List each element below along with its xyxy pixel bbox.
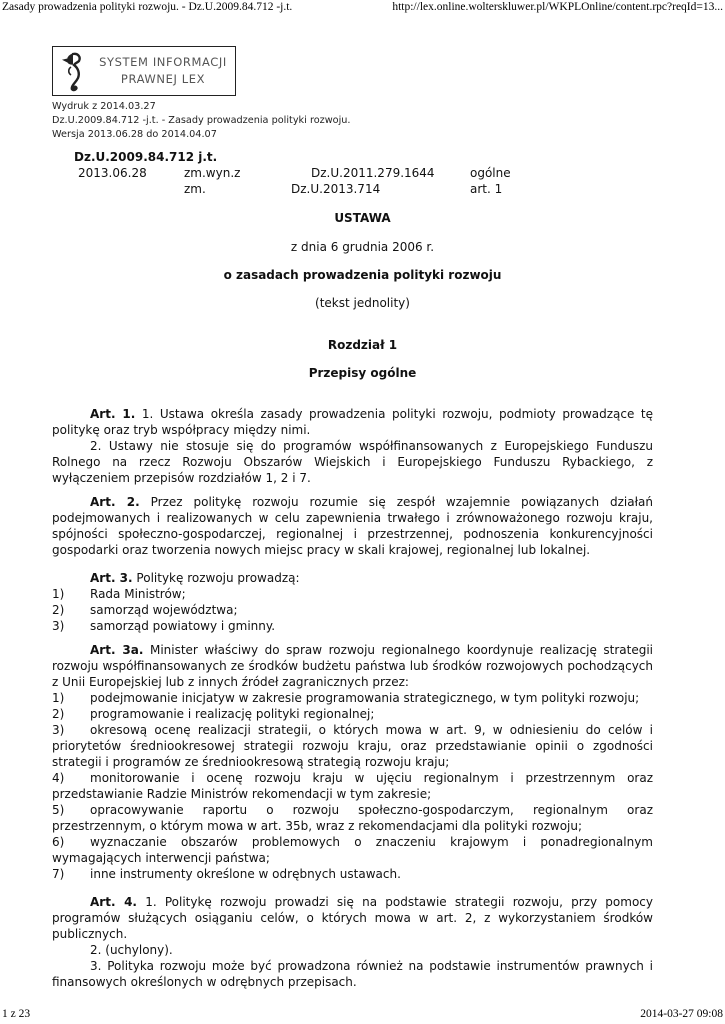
art3a-intro [52, 642, 653, 690]
lex-logo [52, 46, 236, 96]
print-footer [0, 1006, 725, 1024]
art4-p1-text: 1. Politykę rozwoju prowadzi się na podstawie strategii rozwoju, przy pomocy programów służących osiąganiu celów, o których mowa w art. 2, z wykorzystaniem środków publicznych. [52, 895, 653, 941]
list-item [52, 706, 653, 722]
print-timestamp: 2014-03-27 09:08 [640, 1008, 723, 1020]
doc-date: z dnia 6 grudnia 2006 r. [290, 240, 435, 254]
amend-type: zm.wyn.z [184, 166, 241, 180]
logo-line2: PRAWNEJ LEX [120, 72, 206, 86]
list-text: Rada Ministrów; [90, 587, 186, 601]
amend-scope: ogólne [470, 166, 511, 180]
art3a-label: Art. 3a. [90, 643, 144, 657]
amend-scope: art. 1 [470, 182, 503, 196]
art4-p3: 3. Polityka rozwoju może być prowadzona również na podstawie instrumentów prawnych i finansowych określonych w odrębnych przepisach. [52, 959, 653, 989]
chapter-title: Przepisy ogólne [308, 366, 417, 380]
list-item [52, 586, 653, 602]
art3-intro-text: Politykę rozwoju prowadzą: [136, 571, 300, 585]
amend-date: 2013.06.28 [78, 166, 147, 180]
print-header-title: Zasady prowadzenia polityki rozwoju. - Dz.U.2009.84.712 -j.t. [2, 1, 293, 13]
print-header-url[interactable]: http://lex.online.wolterskluwer.pl/WKPLOnline/content.rpc?reqId=13... [392, 1, 723, 13]
list-number: 1) [52, 691, 65, 705]
list-number: 6) [52, 835, 65, 849]
list-number: 3) [52, 619, 65, 633]
list-text: podejmowanie inicjatyw w zakresie programowania strategicznego, w tym polityki rozwoju; [90, 691, 640, 705]
page-number: 1 z 23 [2, 1008, 31, 1020]
art4-label: Art. 4. [90, 895, 137, 909]
list-item [52, 722, 653, 770]
doc-title: o zasadach prowadzenia polityki rozwoju [223, 268, 502, 282]
logo-text [93, 54, 233, 88]
list-item [52, 834, 653, 866]
doc-edition: (tekst jednolity) [315, 296, 410, 310]
art4-p2: 2. (uchylony). [90, 943, 173, 957]
list-item [52, 602, 653, 618]
art4-p1 [52, 894, 653, 942]
version-range: Wersja 2013.06.28 do 2014.04.07 [52, 129, 217, 140]
list-number: 2) [52, 603, 65, 617]
amend-ref[interactable]: Dz.U.2011.279.1644 [311, 166, 435, 180]
list-number: 7) [52, 867, 65, 881]
list-text: programowanie i realizację polityki regionalnej; [90, 707, 375, 721]
list-number: 2) [52, 707, 65, 721]
amend-type: zm. [184, 182, 206, 196]
art2 [52, 494, 653, 558]
act-identifier: Dz.U.2009.84.712 j.t. [74, 150, 218, 164]
list-number: 1) [52, 587, 65, 601]
art1-label: Art. 1. [90, 407, 136, 421]
list-text: wyznaczanie obszarów problemowych o znaczeniu krajowym i ponadregionalnym wymagających interwencji państwa; [52, 835, 653, 865]
list-text: okresową ocenę realizacji strategii, o których mowa w art. 9, w odniesieniu do celów i priorytetów średniookresowej strategii rozwoju kraju, oraz przedstawianie opinii o zgodności strategii i programów ze średniookresową strategią rozwoju kraju; [52, 723, 653, 769]
list-text: opracowywanie raportu o rozwoju społeczno-gospodarczym, regionalnym oraz przestrzennym, o którym mowa w art. 35b, wraz z rekomendacjami dla polityki rozwoju; [52, 803, 653, 833]
list-text: inne instrumenty określone w odrębnych ustawach. [90, 867, 401, 881]
print-metadata [52, 100, 350, 142]
art2-text: Przez politykę rozwoju rozumie się zespół wzajemnie powiązanych działań podejmowanych i realizowanych w celu zapewnienia trwałego i zrównoważonego rozwoju kraju, spójności społeczno-gospodarczej, regionalnej i przestrzennej, podnoszenia konkurencyjności gospodarki oraz tworzenia nowych miejsc pracy w skali krajowej, regionalnej lub lokalnej. [52, 495, 653, 557]
print-header [0, 0, 725, 16]
list-number: 4) [52, 771, 65, 785]
list-text: samorząd województwa; [90, 603, 238, 617]
logo-line1: SYSTEM INFORMACJI [99, 55, 227, 69]
art1-p1 [52, 406, 653, 438]
art2-label: Art. 2. [90, 495, 140, 509]
list-item [52, 770, 653, 802]
art3-label: Art. 3. [90, 571, 133, 585]
printed-date: Wydruk z 2014.03.27 [52, 101, 156, 112]
art1-p2: 2. Ustawy nie stosuje się do programów współfinansowanych z Europejskiego Funduszu Rolnego na rzecz Rozwoju Obszarów Wiejskich i Europejskiego Funduszu Rybackiego, z wyłączeniem przepisów rozdziałów 1, 2 i 7. [52, 439, 653, 485]
art1-p1-text: 1. Ustawa określa zasady prowadzenia polityki rozwoju, podmioty prowadzące tę politykę oraz tryb współpracy między nimi. [52, 407, 653, 437]
amend-ref[interactable]: Dz.U.2013.714 [291, 182, 381, 196]
list-item [52, 866, 653, 882]
list-item [52, 802, 653, 834]
doc-kind: USTAWA [334, 211, 391, 225]
seahorse-icon [59, 51, 85, 93]
list-text: samorząd powiatowy i gminny. [90, 619, 276, 633]
list-item [52, 618, 653, 634]
art3a-intro-text: Minister właściwy do spraw rozwoju regionalnego koordynuje realizację strategii rozwoju współfinansowanych ze środków budżetu państwa lub środków rozwojowych pochodzących z Unii Europejskiej lub z innych źródeł zagranicznych przez: [52, 643, 654, 689]
act-reference: Dz.U.2009.84.712 -j.t. - Zasady prowadzenia polityki rozwoju. [52, 115, 351, 126]
list-text: monitorowanie i ocenę rozwoju kraju w ujęciu regionalnym i przestrzennym oraz przedstawianie Radzie Ministrów rekomendacji w tym zakresie; [52, 771, 653, 801]
art3-intro [52, 570, 653, 586]
chapter-number: Rozdział 1 [327, 338, 398, 352]
list-number: 5) [52, 803, 65, 817]
list-item [52, 690, 653, 706]
list-number: 3) [52, 723, 65, 737]
